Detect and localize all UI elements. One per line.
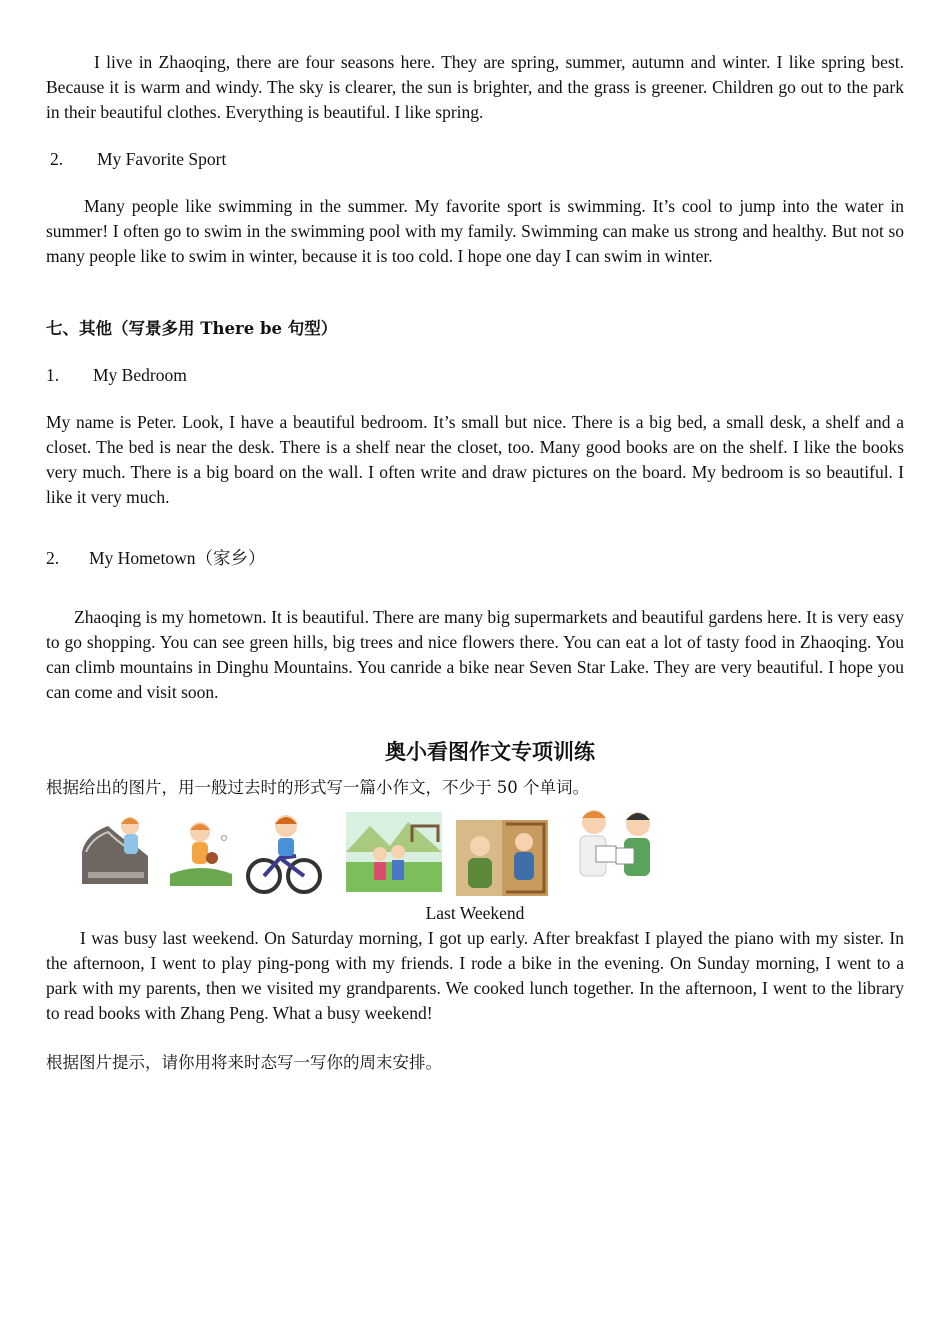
instruction-future-tense: 根据图片提示，请你用将来时态写一写你的周末安排。 bbox=[46, 1053, 442, 1072]
park-picture bbox=[346, 812, 442, 892]
bedroom-heading bbox=[46, 363, 187, 388]
hometown-number: 2. bbox=[46, 548, 60, 568]
hometown-paragraph: Zhaoqing is my hometown. It is beautiful. There are many big supermarkets and beautiful gardens here. It is very easy to go shopping. You can see green hills, big trees and nice flowers there. You can eat a lot of tasty food in Zhaoqing. You can climb mountains in Dinghu Mountains. You canride a bike near Seven Star Lake. They are very beautiful. I hope you can come and visit soon. bbox=[46, 607, 904, 702]
seasons-paragraph: I live in Zhaoqing, there are four seasons here. They are spring, summer, autumn and winter. I like spring best. Because it is warm and windy. The sky is clearer, the sun is brighter, and the grass is greener. Children go out to the park in their beautiful clothes. Everything is beautiful. I like spring. bbox=[46, 52, 904, 122]
sport-heading bbox=[50, 147, 226, 172]
picture-strip bbox=[78, 806, 668, 898]
essay-paragraph: I was busy last weekend. On Saturday morning, I got up early. After breakfast I played the piano with my sister. In the afternoon, I went to play ping-pong with my friends. I rode a bike in the evening. On Sunday morning, I went to a park with my parents, then we visited my grandparents. We cooked lunch together. In the afternoon, I went to the library to read books with Zhang Peng. What a busy weekend! bbox=[46, 928, 904, 1023]
sport-paragraph: Many people like swimming in the summer. My favorite sport is swimming. It’s cool to jump into the water in summer! I often go to swim in the swimming pool with my family. Swimming can make us strong and healthy. But not so many people like to swim in winter, because it is too cold. I hope one day I can swim in winter. bbox=[46, 196, 904, 266]
instruction-past-tense: 根据给出的图片，用一般过去时的形式写一篇小作文，不少于 50 个单词。 bbox=[46, 778, 589, 797]
grandparents-picture bbox=[456, 820, 548, 896]
reading-picture bbox=[568, 806, 662, 880]
section-7-heading: 七、其他（写景多用 There be 句型） bbox=[46, 319, 338, 338]
ping-pong-picture bbox=[168, 818, 234, 886]
bedroom-paragraph: My name is Peter. Look, I have a beautiful bedroom. It’s small but nice. There is a big bed, a small desk, a shelf and a closet. The bed is near the desk. There is a shelf near the closet, too. Many good books are on the shelf. I like the books very much. There is a big board on the wall. I often write and draw pictures on the board. My bedroom is so beautiful. I like it very much. bbox=[46, 412, 904, 507]
sport-number: 2. bbox=[50, 149, 64, 169]
sport-title: My Favorite Sport bbox=[97, 149, 227, 169]
hometown-title: My Hometown（家乡） bbox=[89, 548, 266, 568]
bedroom-number: 1. bbox=[46, 365, 60, 385]
hometown-heading bbox=[46, 546, 265, 571]
bedroom-title: My Bedroom bbox=[93, 365, 187, 385]
essay-title: Last Weekend bbox=[425, 903, 525, 923]
training-title: 奥小看图作文专项训练 bbox=[385, 740, 595, 764]
bike-picture bbox=[246, 810, 322, 898]
piano-picture bbox=[78, 812, 160, 886]
